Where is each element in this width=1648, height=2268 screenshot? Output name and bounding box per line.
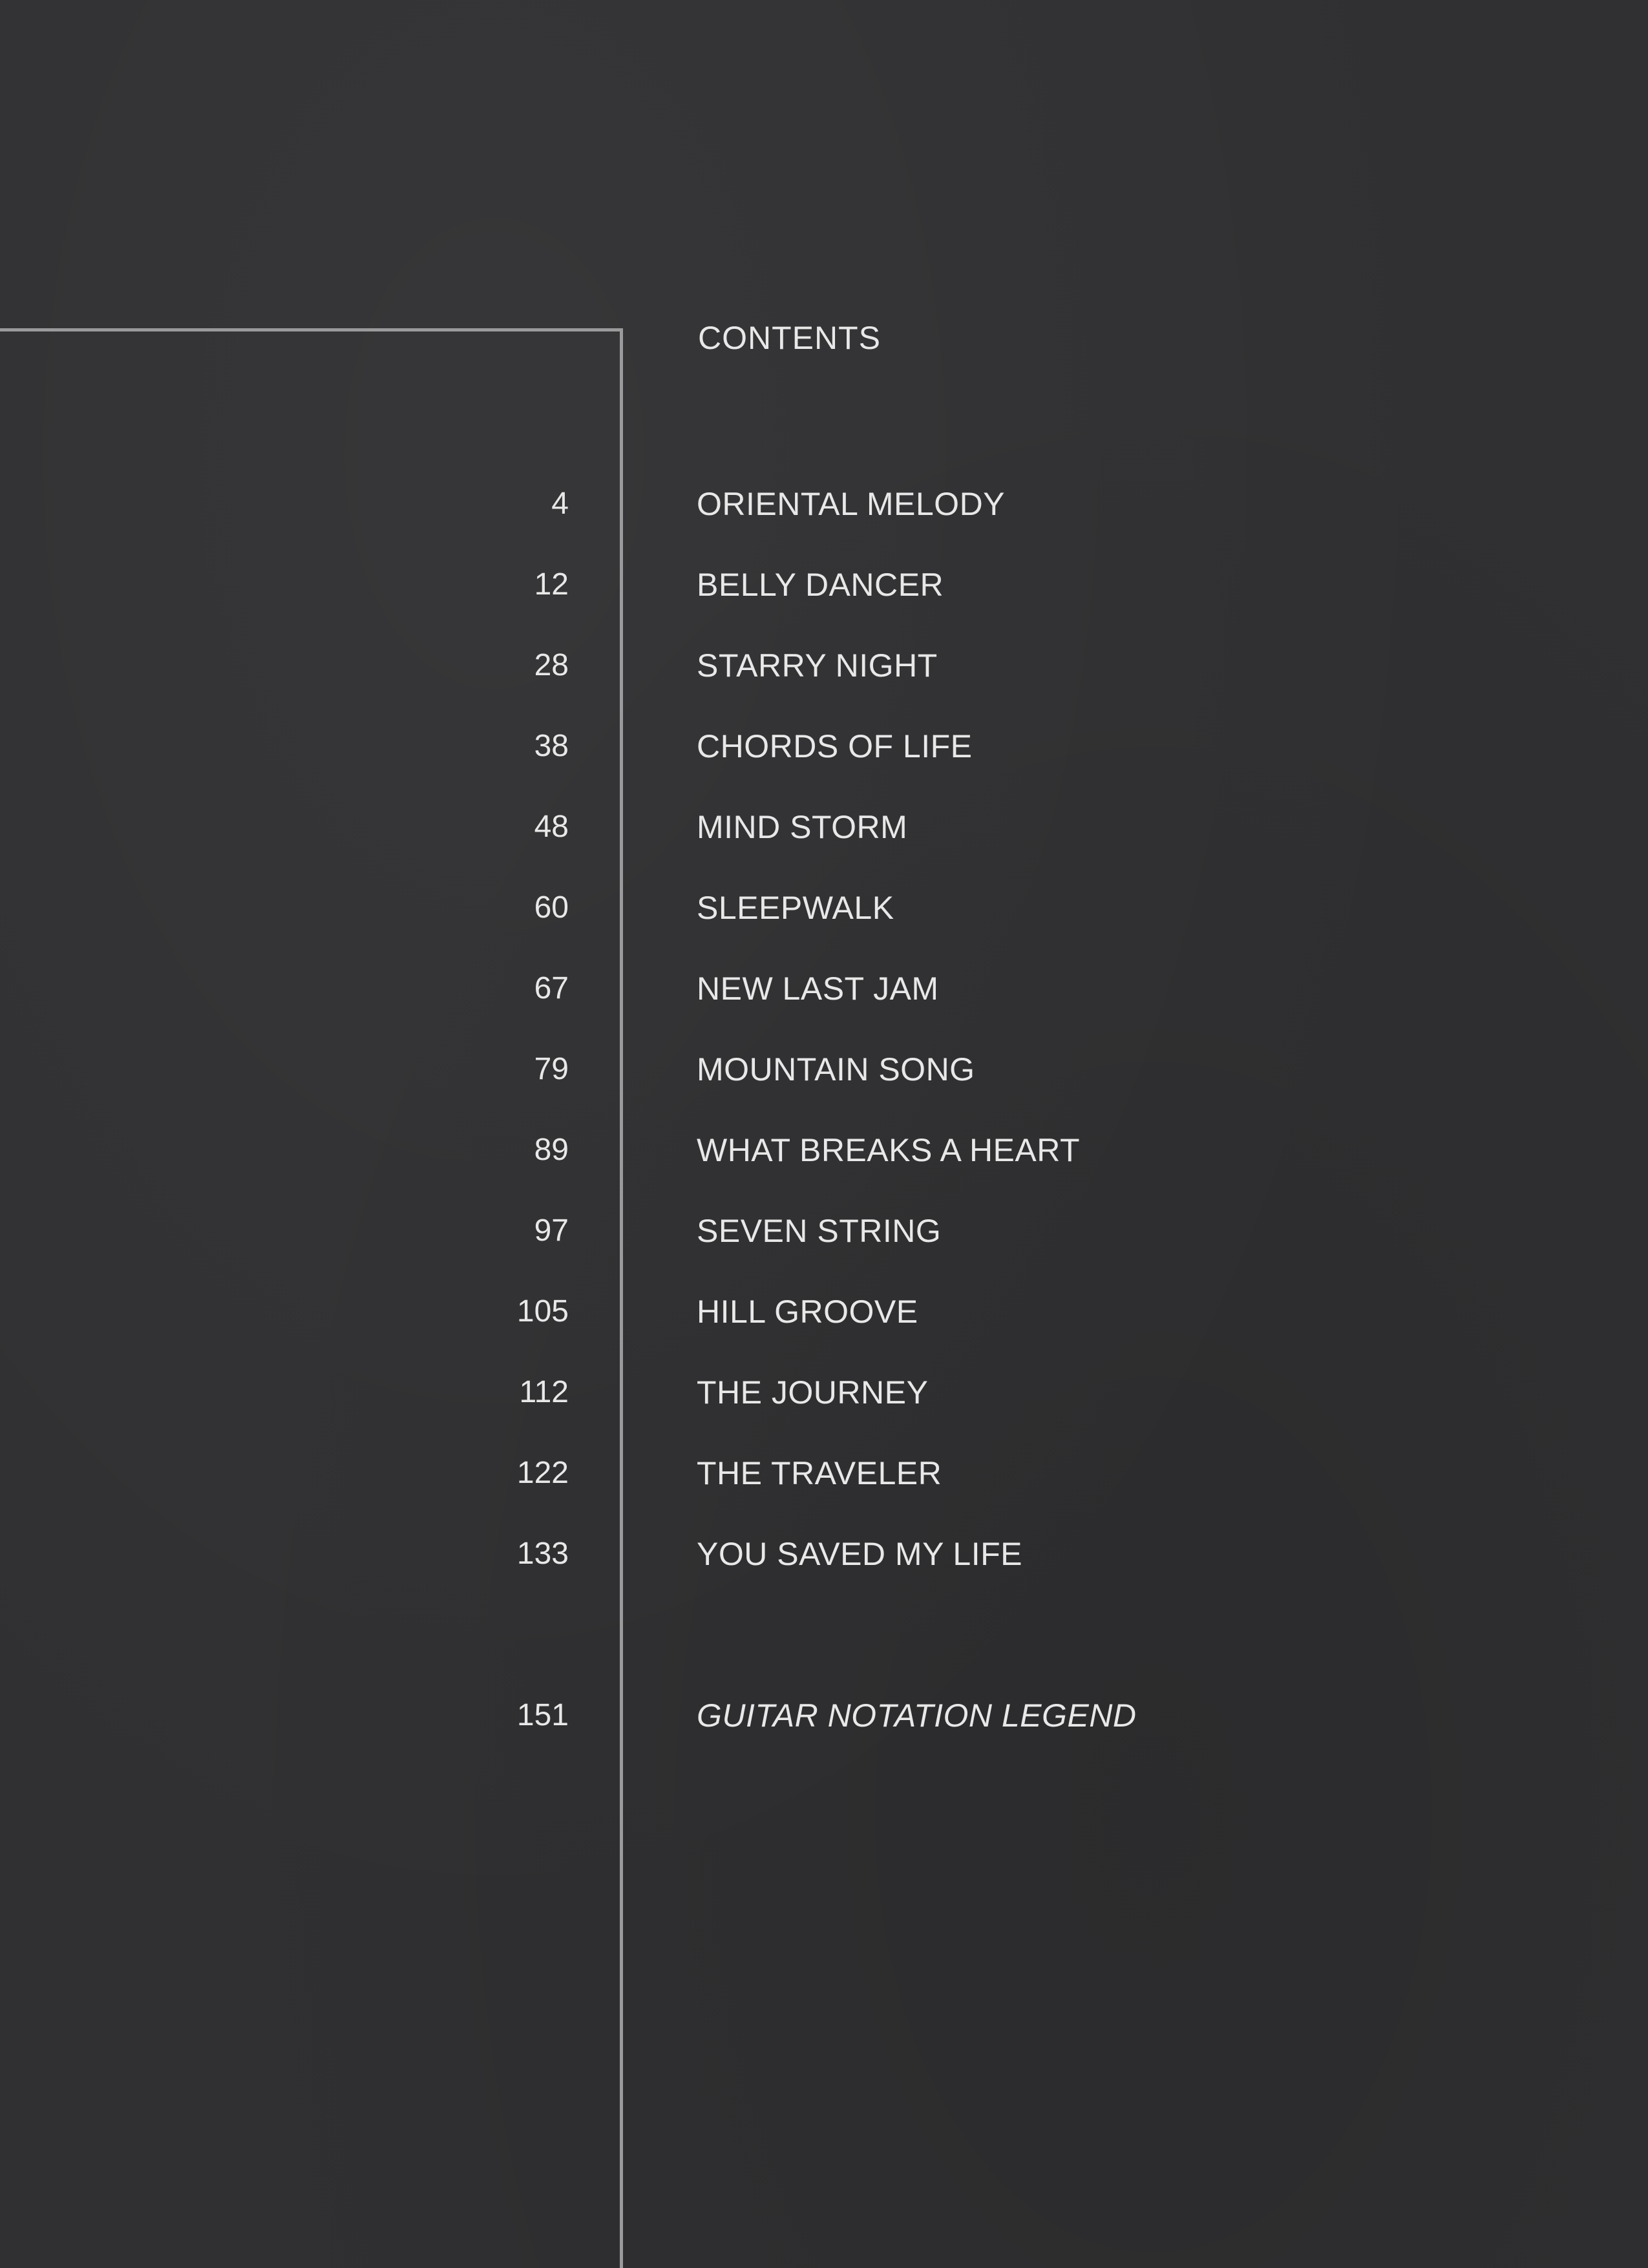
toc-entry[interactable] <box>0 969 1648 1008</box>
toc-entry[interactable] <box>0 727 1648 766</box>
toc-title: WHAT BREAKS A HEART <box>697 1132 1080 1168</box>
page-title: CONTENTS <box>698 320 881 356</box>
toc-title: MOUNTAIN SONG <box>697 1051 975 1087</box>
toc-title: BELLY DANCER <box>697 567 944 603</box>
toc-page-number: 112 <box>519 1375 569 1409</box>
toc-title: NEW LAST JAM <box>697 971 939 1007</box>
toc-page-number: 79 <box>534 1052 569 1086</box>
toc-title: GUITAR NOTATION LEGEND <box>697 1697 1137 1734</box>
toc-title: THE TRAVELER <box>697 1455 942 1491</box>
toc-page-number: 105 <box>516 1294 569 1328</box>
toc-page-number: 67 <box>534 971 569 1005</box>
toc-entry[interactable] <box>0 646 1648 685</box>
toc-entry[interactable] <box>0 1535 1648 1573</box>
toc-page-number: 151 <box>516 1698 569 1732</box>
toc-entry[interactable] <box>0 888 1648 927</box>
toc-entry[interactable] <box>0 565 1648 604</box>
toc-page-number: 4 <box>551 487 569 521</box>
toc-appendix-entry[interactable] <box>0 1696 1648 1735</box>
toc-title: MIND STORM <box>697 809 908 845</box>
toc-page-number: 89 <box>534 1133 569 1167</box>
toc-page-number: 97 <box>534 1213 569 1248</box>
toc-title: YOU SAVED MY LIFE <box>697 1536 1023 1572</box>
frame-top-rule <box>0 328 623 331</box>
toc-page-number: 60 <box>534 890 569 925</box>
toc-page-number: 48 <box>534 810 569 844</box>
toc-entry[interactable] <box>0 1373 1648 1412</box>
toc-entry[interactable] <box>0 1292 1648 1331</box>
toc-entry[interactable] <box>0 485 1648 523</box>
toc-title: THE JOURNEY <box>697 1374 929 1411</box>
toc-entry[interactable] <box>0 1131 1648 1170</box>
toc-page-number: 133 <box>516 1537 569 1571</box>
toc-title: HILL GROOVE <box>697 1294 918 1330</box>
toc-title: CHORDS OF LIFE <box>697 728 973 764</box>
toc-title: SEVEN STRING <box>697 1213 942 1249</box>
toc-title: ORIENTAL MELODY <box>697 486 1006 522</box>
toc-entry[interactable] <box>0 1212 1648 1250</box>
toc-page-number: 28 <box>534 648 569 682</box>
toc-entry[interactable] <box>0 1050 1648 1089</box>
toc-page-number: 12 <box>534 567 569 602</box>
toc-page-number: 122 <box>516 1456 569 1490</box>
toc-entry[interactable] <box>0 808 1648 846</box>
toc-title: SLEEPWALK <box>697 890 894 926</box>
toc-page-number: 38 <box>534 729 569 763</box>
toc-entry[interactable] <box>0 1454 1648 1493</box>
toc-title: STARRY NIGHT <box>697 647 938 684</box>
